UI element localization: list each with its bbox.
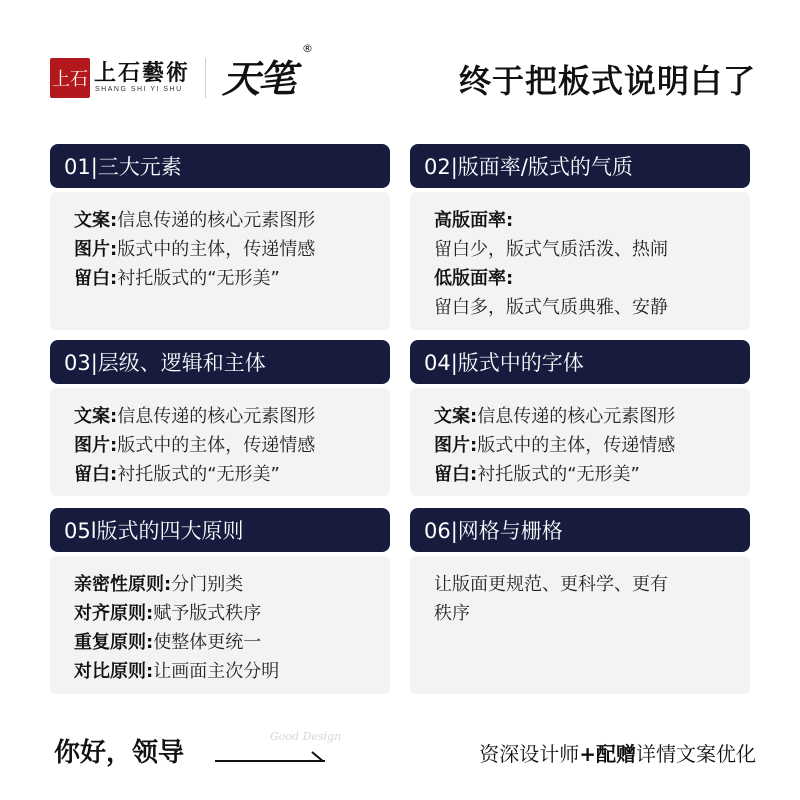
- section-line: [434, 460, 738, 489]
- section-title: 02|版面率/版式的气质: [410, 144, 750, 188]
- section-line: [74, 402, 378, 431]
- line-text: 衬托版式的“无形美”: [477, 464, 640, 485]
- section-card-5: [50, 508, 390, 694]
- line-label: 亲密性原则:: [74, 574, 172, 595]
- section-body: [50, 388, 390, 496]
- section-line: [74, 657, 378, 686]
- footer-tagline-pre: 资深设计师: [479, 742, 580, 766]
- brand-divider: [205, 58, 206, 98]
- section-card-1: [50, 144, 390, 330]
- section-title: 01|三大元素: [50, 144, 390, 188]
- section-title: 03|层级、逻辑和主体: [50, 340, 390, 384]
- section-body: [410, 192, 750, 330]
- line-label: 留白:: [74, 464, 118, 485]
- section-title: 05l版式的四大原则: [50, 508, 390, 552]
- section-body: [410, 388, 750, 496]
- registered-mark: ®: [302, 42, 313, 55]
- brand-seal-logo: 上石: [50, 58, 90, 98]
- line-text: 版式中的主体，传递情感: [477, 435, 676, 456]
- line-label: 图片:: [434, 435, 478, 456]
- section-line: [434, 264, 738, 293]
- line-label: 留白:: [74, 268, 118, 289]
- page-headline: 终于把板式说明白了: [458, 62, 756, 100]
- line-label: 对比原则:: [74, 661, 154, 682]
- section-line: [74, 264, 378, 293]
- line-text: 留白多，版式气质典雅、安静: [434, 297, 668, 318]
- section-line: [434, 431, 738, 460]
- line-label: 文案:: [74, 210, 118, 231]
- line-label: 留白:: [434, 464, 478, 485]
- line-text: 衬托版式的“无形美”: [117, 268, 280, 289]
- line-text: 分门别类: [171, 574, 244, 595]
- line-label: 对齐原则:: [74, 603, 154, 624]
- footer-tagline: [479, 738, 756, 767]
- section-line: [434, 293, 738, 322]
- footer-underline: [215, 760, 325, 762]
- line-text: 信息传递的核心元素图形: [477, 406, 676, 427]
- line-label: 低版面率:: [434, 268, 514, 289]
- section-line: [434, 570, 738, 599]
- line-text: 秩序: [434, 603, 470, 624]
- header: [0, 0, 800, 120]
- section-body: [410, 556, 750, 694]
- calligraphy-logo: 天笔: [222, 56, 295, 101]
- footer-tagline-bold: +配赠: [579, 742, 636, 766]
- line-text: 让画面主次分明: [153, 661, 280, 682]
- line-label: 高版面率:: [434, 210, 514, 231]
- section-card-4: [410, 340, 750, 496]
- section-line: [74, 206, 378, 235]
- brand-name: 上石藝術: [94, 60, 191, 86]
- line-text: 信息传递的核心元素图形: [117, 406, 316, 427]
- section-line: [74, 599, 378, 628]
- section-body: [50, 556, 390, 694]
- section-line: [74, 570, 378, 599]
- line-text: 留白少，版式气质活泼、热闹: [434, 239, 668, 260]
- section-line: [434, 235, 738, 264]
- line-label: 图片:: [74, 435, 118, 456]
- section-line: [74, 460, 378, 489]
- line-text: 版式中的主体，传递情感: [117, 435, 316, 456]
- line-label: 重复原则:: [74, 632, 154, 653]
- section-card-2: [410, 144, 750, 330]
- section-line: [434, 402, 738, 431]
- section-title: 04|版式中的字体: [410, 340, 750, 384]
- section-body: [50, 192, 390, 330]
- section-title: 06|网格与栅格: [410, 508, 750, 552]
- footer-tagline-post: 详情文案优化: [636, 742, 756, 766]
- section-card-6: [410, 508, 750, 694]
- section-line: [434, 206, 738, 235]
- line-text: 使整体更统一: [153, 632, 262, 653]
- section-line: [74, 628, 378, 657]
- line-label: 图片:: [74, 239, 118, 260]
- footer-watermark: Good Design: [270, 730, 342, 743]
- line-label: 文案:: [74, 406, 118, 427]
- brand-name-pinyin: SHANG SHI YI SHU: [95, 86, 183, 93]
- section-line: [74, 431, 378, 460]
- line-text: 赋予版式秩序: [153, 603, 262, 624]
- section-line: [434, 599, 738, 628]
- line-text: 衬托版式的“无形美”: [117, 464, 280, 485]
- line-text: 让版面更规范、更科学、更有: [434, 574, 668, 595]
- line-text: 信息传递的核心元素图形: [117, 210, 316, 231]
- footer-greeting: 你好，领导: [54, 738, 185, 768]
- line-text: 版式中的主体，传递情感: [117, 239, 316, 260]
- line-label: 文案:: [434, 406, 478, 427]
- section-line: [74, 235, 378, 264]
- section-card-3: [50, 340, 390, 496]
